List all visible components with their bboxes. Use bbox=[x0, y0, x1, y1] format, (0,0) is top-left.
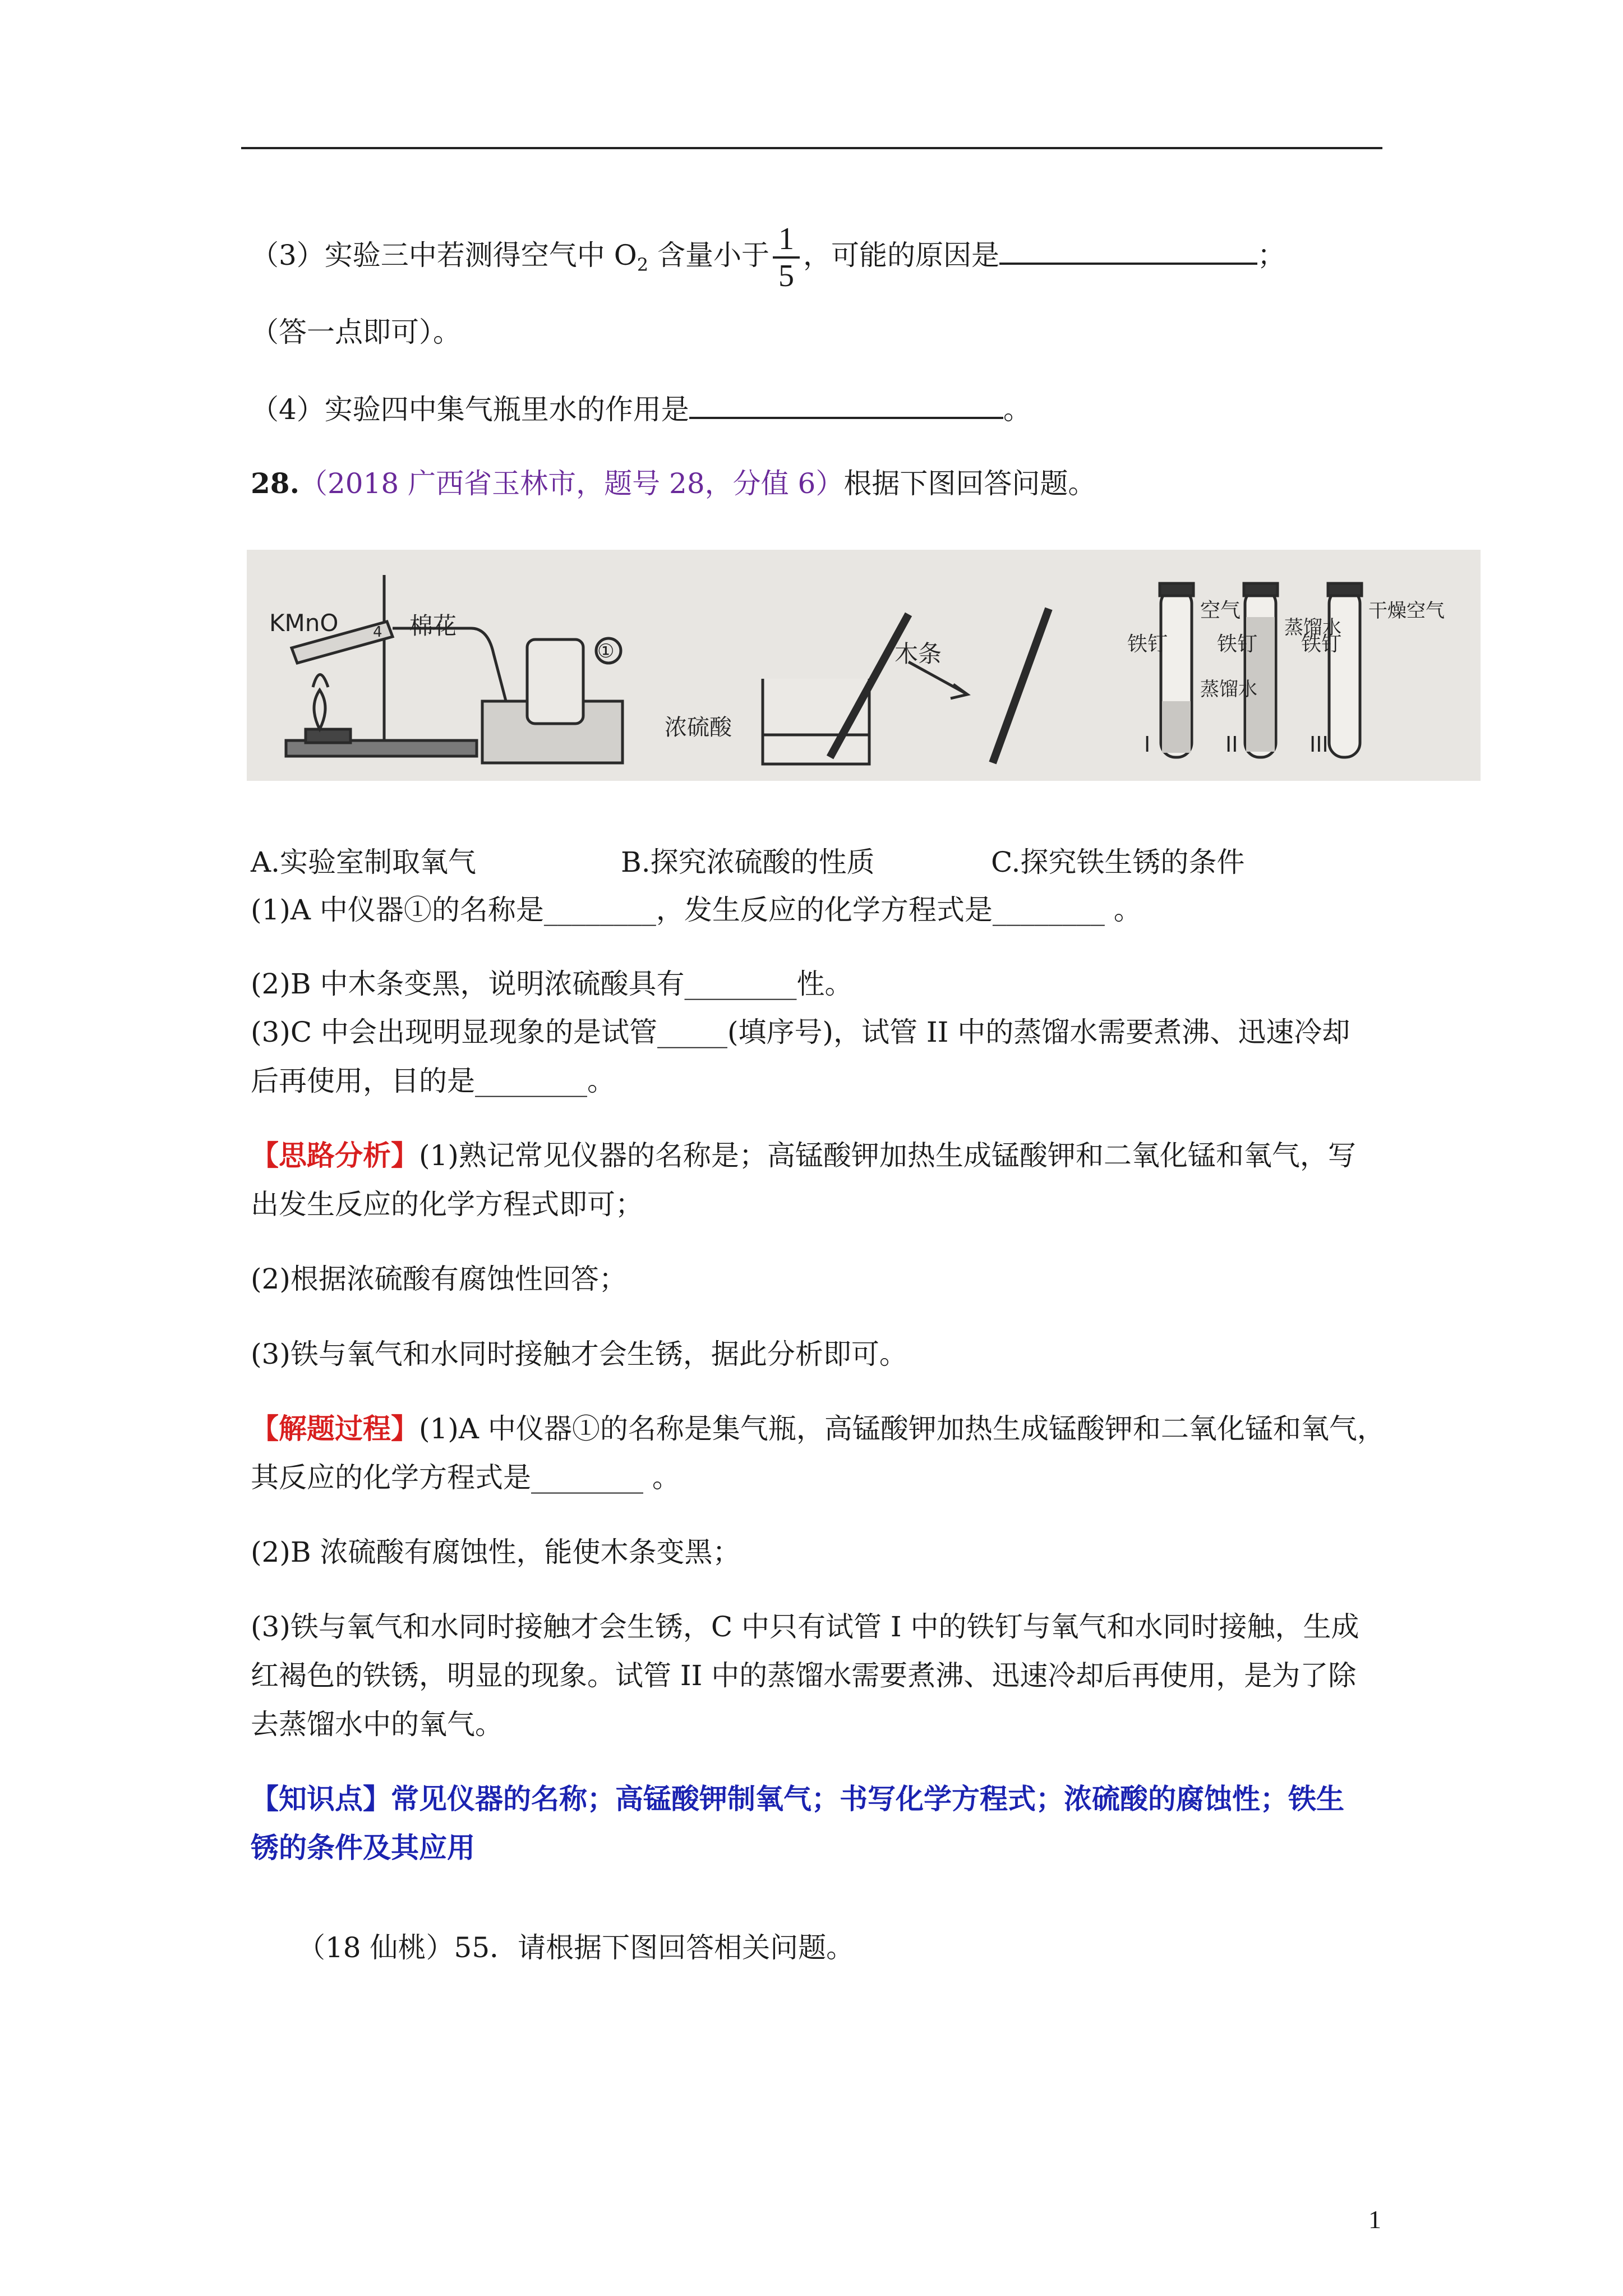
knowledge-line-1: 【知识点】常见仪器的名称；高锰酸钾制氧气；书写化学方程式；浓硫酸的腐蚀性；铁生 bbox=[251, 1782, 1344, 1815]
sub-question-3: (3)C 中会出现明显现象的是试管_____(填序号)，试管 II 中的蒸馏水需要煮沸、迅速冷却 bbox=[251, 1016, 1350, 1048]
header-rule bbox=[241, 147, 1382, 149]
experiment-figure bbox=[247, 550, 1481, 781]
sub-question-2: (2)B 中木条变黑，说明浓硫酸具有________性。 bbox=[251, 968, 853, 1000]
label-nail-3: 铁钉 bbox=[1301, 633, 1342, 656]
label-water-2: 蒸馏水 bbox=[1284, 616, 1341, 639]
fraction-one-fifth: $\frac{1}{5}$ bbox=[773, 222, 800, 293]
tube-3 bbox=[1329, 589, 1360, 757]
water-1 bbox=[1162, 701, 1191, 753]
label-dry-air: 干燥空气 bbox=[1368, 600, 1445, 622]
label-air: 空气 bbox=[1200, 599, 1241, 622]
solution-line-2: 其反应的化学方程式是________ 。 bbox=[251, 1461, 680, 1494]
label-tube-2: II bbox=[1225, 732, 1238, 757]
label-circle-1: ① bbox=[597, 640, 615, 662]
label-water-1: 蒸馏水 bbox=[1200, 678, 1257, 701]
page-number: 1 bbox=[1368, 2205, 1381, 2234]
analysis-tag: 【思路分析】 bbox=[251, 1139, 419, 1172]
sub-question-3-cont: 后再使用，目的是________。 bbox=[251, 1065, 615, 1097]
analysis-line-2: 出发生反应的化学方程式即可； bbox=[251, 1188, 643, 1221]
question-28-heading: 28.（2018 广西省玉林市，题号 28，分值 6）根据下图回答问题。 bbox=[251, 467, 1096, 500]
label-kmno4-sub: 4 bbox=[373, 624, 382, 641]
label-cotton: 棉花 bbox=[409, 612, 457, 639]
apparatus-a bbox=[286, 575, 623, 763]
knowledge-tag: 【知识点】 bbox=[251, 1782, 391, 1815]
stopper-3 bbox=[1328, 583, 1362, 596]
solution-line-1: 【解题过程】(1)A 中仪器①的名称是集气瓶，高锰酸钾加热生成锰酸钾和二氧化锰和氧气， bbox=[251, 1412, 1385, 1445]
next-question: （18 仙桃）55．请根据下图回答相关问题。 bbox=[297, 1931, 855, 1964]
sub-question-1: (1)A 中仪器①的名称是________，发生反应的化学方程式是________ 。 bbox=[251, 894, 1142, 926]
question-4: （4）实验四中集气瓶里水的作用是 。 bbox=[251, 393, 1031, 426]
q3-note: （答一点即可）。 bbox=[251, 316, 461, 348]
flame bbox=[313, 675, 328, 688]
burner-block bbox=[306, 729, 351, 743]
answer-blank[interactable] bbox=[999, 238, 1257, 265]
analysis-line-1: 【思路分析】(1)熟记常见仪器的名称是；高锰酸钾加热生成锰酸钾和二氧化锰和氧气，写 bbox=[251, 1139, 1356, 1172]
solution-tag: 【解题过程】 bbox=[251, 1412, 419, 1445]
analysis-line-3: (2)根据浓硫酸有腐蚀性回答； bbox=[251, 1263, 627, 1295]
question-3: （3）实验三中若测得空气中 $O_2$ 含量小于 $\frac{1}{5}$ ，可能的原因是 ； bbox=[251, 222, 1285, 293]
gas-collecting-bottle bbox=[527, 639, 583, 724]
solution-line-6: 去蒸馏水中的氧气。 bbox=[251, 1708, 503, 1741]
alcohol-lamp bbox=[314, 690, 325, 729]
label-kmno4: KMnO bbox=[269, 609, 339, 637]
solution-line-3: (2)B 浓硫酸有腐蚀性，能使木条变黑； bbox=[251, 1536, 741, 1568]
label-tube-1: I bbox=[1144, 732, 1151, 757]
blackened-stick bbox=[993, 609, 1049, 763]
knowledge-line-2: 锈的条件及其应用 bbox=[251, 1831, 475, 1864]
stopper-2 bbox=[1244, 583, 1278, 596]
solution-line-5: 红褐色的铁锈，明显的现象。试管 II 中的蒸馏水需要煮沸、迅速冷却后再使用，是为了除 bbox=[251, 1659, 1357, 1692]
label-nail-1: 铁钉 bbox=[1127, 633, 1168, 656]
label-acid: 浓硫酸 bbox=[665, 715, 732, 740]
answer-blank[interactable] bbox=[689, 392, 1003, 419]
solution-line-4: (3)铁与氧气和水同时接触才会生锈，C 中只有试管 I 中的铁钉与氧气和水同时接触，生成 bbox=[251, 1611, 1359, 1643]
label-wood: 木条 bbox=[895, 640, 942, 668]
label-tube-3: III bbox=[1310, 732, 1329, 757]
analysis-line-4: (3)铁与氧气和水同时接触才会生锈，据此分析即可。 bbox=[251, 1338, 907, 1370]
apparatus-b bbox=[763, 609, 1049, 764]
figure-captions: A.实验室制取氧气 B.探究浓硫酸的性质 C.探究铁生锈的条件 bbox=[251, 846, 1245, 878]
stopper-1 bbox=[1160, 583, 1193, 596]
apparatus-c bbox=[1160, 583, 1362, 757]
label-nail-2: 铁钉 bbox=[1217, 633, 1258, 656]
